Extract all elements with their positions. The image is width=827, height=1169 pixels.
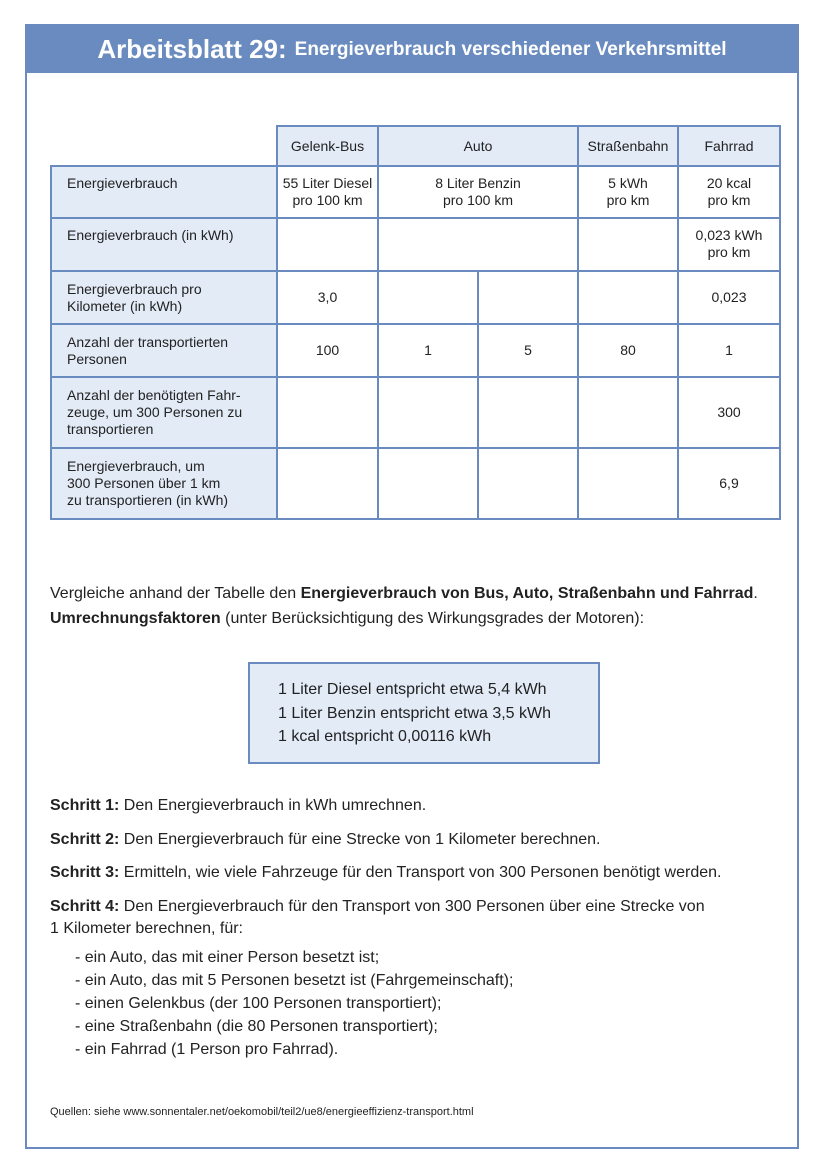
col-head-bike: Fahrrad <box>678 126 780 166</box>
step-text: Den Energieverbrauch für eine Strecke von 1 Kilometer berechnen. <box>119 831 601 848</box>
table-cell <box>378 271 478 324</box>
step-label: Schritt 4: <box>50 898 120 915</box>
table-cell: 1 <box>678 324 780 377</box>
table-cell <box>478 377 578 448</box>
step-text: Den Energieverbrauch in kWh umrechnen. <box>119 797 427 814</box>
step-text: Den Energieverbrauch für den Transport von 300 Personen über eine Strecke von 1 Kilometer berechnen, für: <box>50 898 705 937</box>
step-4 <box>50 896 800 940</box>
table-cell <box>277 448 378 519</box>
col-head-bus: Gelenk-Bus <box>277 126 378 166</box>
table-row <box>51 377 780 448</box>
table-cell <box>378 377 478 448</box>
col-head-tram: Straßenbahn <box>578 126 678 166</box>
list-item: - eine Straßenbahn (die 80 Personen transportiert); <box>75 1018 438 1035</box>
intro-paragraph <box>50 581 800 631</box>
table-cell: 6,9 <box>678 448 780 519</box>
list-item: - ein Auto, das mit 5 Personen besetzt ist (Fahrgemeinschaft); <box>75 972 514 989</box>
step-label: Schritt 2: <box>50 831 120 848</box>
row-label: Anzahl der benötigten Fahr- zeuge, um 300 Personen zu transportieren <box>51 377 277 448</box>
row-label: Energieverbrauch <box>51 166 277 218</box>
row-label: Anzahl der transportierten Personen <box>51 324 277 377</box>
table-cell <box>478 271 578 324</box>
table-corner <box>51 126 277 166</box>
table-row <box>51 448 780 519</box>
table-cell <box>578 448 678 519</box>
table-cell: 1 <box>378 324 478 377</box>
energy-table <box>50 125 781 520</box>
table-cell: 100 <box>277 324 378 377</box>
table-cell <box>478 448 578 519</box>
source-note: Quellen: siehe www.sonnentaler.net/oekomobil/teil2/ue8/energieeffizienz-transport.html <box>50 1106 474 1118</box>
intro-bold: Energieverbrauch von Bus, Auto, Straßenbahn und Fahrrad <box>300 585 754 602</box>
table-cell: 5 kWh pro km <box>578 166 678 218</box>
step-text: Ermitteln, wie viele Fahrzeuge für den Transport von 300 Personen benötigt werden. <box>119 864 722 881</box>
table-cell: 55 Liter Diesel pro 100 km <box>277 166 378 218</box>
table-cell <box>277 377 378 448</box>
worksheet-header <box>27 26 797 73</box>
list-item: - einen Gelenkbus (der 100 Personen transportiert); <box>75 995 442 1012</box>
step-4-list <box>75 946 513 1061</box>
table-row <box>51 166 780 218</box>
table-row <box>51 218 780 271</box>
table-cell <box>578 377 678 448</box>
worksheet-title: Energieverbrauch verschiedener Verkehrsmittel <box>294 38 727 60</box>
table-cell <box>378 218 578 271</box>
intro-text: Vergleiche anhand der Tabelle den <box>50 585 301 602</box>
table-cell: 20 kcal pro km <box>678 166 780 218</box>
list-item: - ein Auto, das mit einer Person besetzt ist; <box>75 949 380 966</box>
step-label: Schritt 1: <box>50 797 120 814</box>
table-cell <box>578 271 678 324</box>
table-header-row <box>51 126 780 166</box>
list-item: - ein Fahrrad (1 Person pro Fahrrad). <box>75 1041 339 1058</box>
table-cell: 80 <box>578 324 678 377</box>
row-label: Energieverbrauch, um 300 Personen über 1 km zu transportieren (in kWh) <box>51 448 277 519</box>
table-cell <box>277 218 378 271</box>
table-row <box>51 324 780 377</box>
col-head-auto: Auto <box>378 126 578 166</box>
factor-line: 1 Liter Diesel entspricht etwa 5,4 kWh <box>278 681 547 698</box>
table-row <box>51 271 780 324</box>
step-3 <box>50 862 800 884</box>
table-cell <box>378 448 478 519</box>
factor-line: 1 Liter Benzin entspricht etwa 3,5 kWh <box>278 704 552 722</box>
table-cell <box>578 218 678 271</box>
table-cell: 5 <box>478 324 578 377</box>
worksheet-number: Arbeitsblatt 29: <box>97 34 287 64</box>
table-cell: 0,023 <box>678 271 780 324</box>
table-cell: 3,0 <box>277 271 378 324</box>
conversion-factors-box <box>248 662 600 764</box>
row-label: Energieverbrauch (in kWh) <box>51 218 277 271</box>
conversion-subtext: (unter Berücksichtigung des Wirkungsgrades der Motoren): <box>220 610 645 627</box>
intro-text-end: . <box>753 585 758 602</box>
table-cell: 300 <box>678 377 780 448</box>
table-cell: 8 Liter Benzin pro 100 km <box>378 166 578 218</box>
step-label: Schritt 3: <box>50 864 120 881</box>
table-cell: 0,023 kWh pro km <box>678 218 780 271</box>
step-2 <box>50 829 800 851</box>
row-label: Energieverbrauch pro Kilometer (in kWh) <box>51 271 277 324</box>
factor-line: 1 kcal entspricht 0,00116 kWh <box>278 728 492 745</box>
conversion-heading: Umrechnungsfaktoren <box>50 610 221 627</box>
step-1 <box>50 795 800 817</box>
